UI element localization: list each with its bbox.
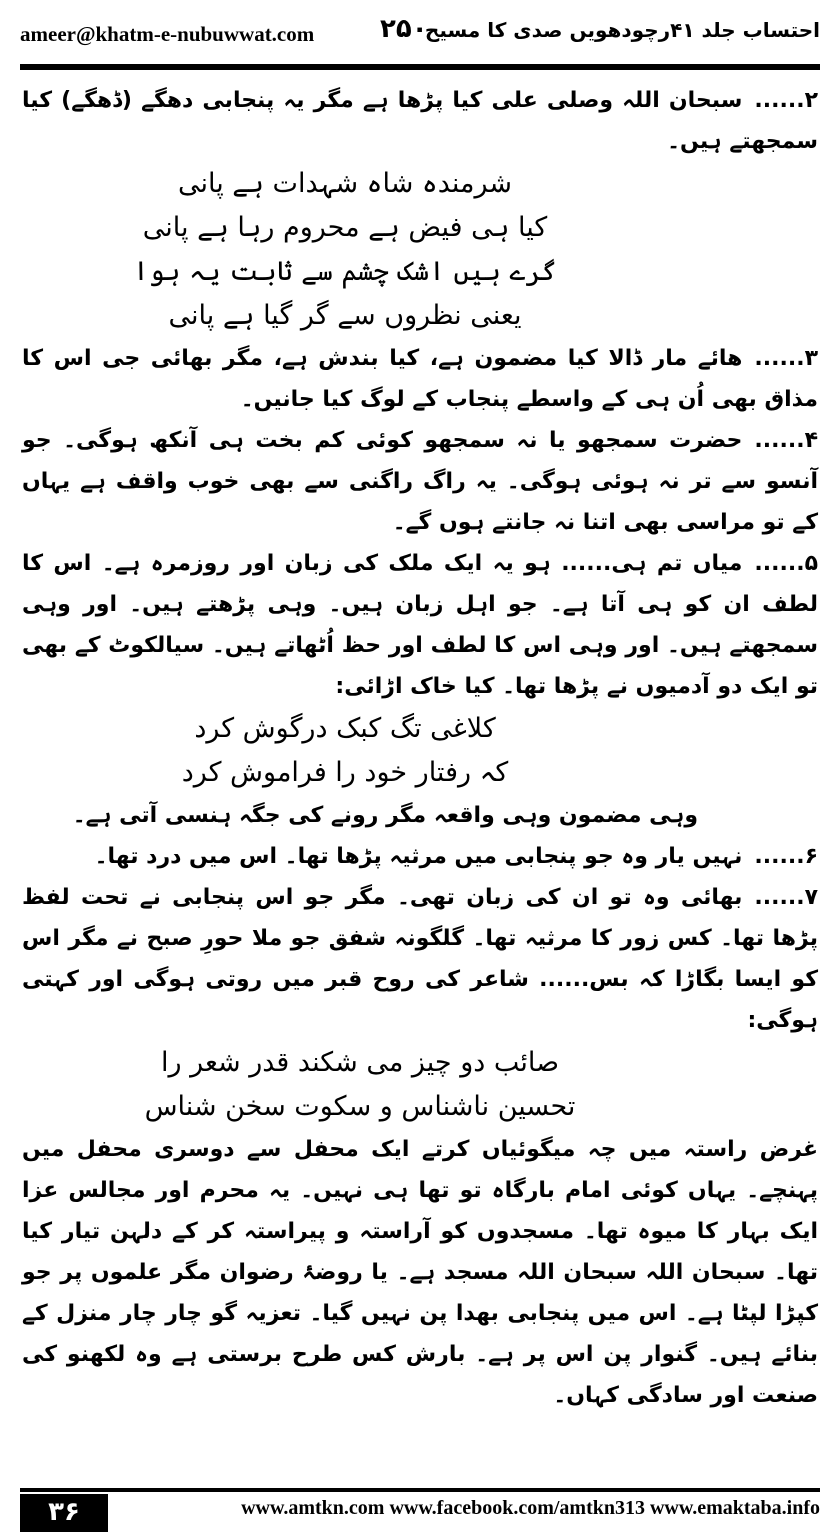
verse-block-2: [22, 707, 818, 795]
verse-line: یعنی نظروں سے گر گیا ہے پانی: [168, 300, 522, 331]
paragraph-text: سبحان اللہ وصلی علی کیا پڑھا ہے مگر یہ پنجابی دھگے (ڈھگے) کیا سمجھتے ہیں۔: [22, 88, 818, 154]
paragraph-number: ۴......: [754, 428, 818, 453]
paragraph-number: ۵......: [754, 551, 818, 576]
verse-line: تحسین ناشناس و سکوت سخن شناس: [144, 1091, 576, 1122]
paragraph-number: ۳......: [754, 346, 818, 371]
paragraph-number: ۷......: [754, 885, 818, 910]
footer-urls: www.amtkn.com www.facebook.com/amtkn313 www.emaktaba.info: [241, 1497, 820, 1519]
verse-block-3: [22, 1041, 818, 1129]
paragraph-text: نہیں یار وہ جو پنجابی میں مرثیہ پڑھا تھا۔ اس میں درد تھا۔: [94, 844, 743, 869]
verse-line: کلاغی تگ کبک درگوش کرد: [194, 713, 496, 744]
paragraph-text: ھائے مار ڈالا کیا مضمون ہے، کیا بندش ہے، مگر بھائی جی اس کا مذاق بھی اُن ہی کے واسطے پنجاب کے لوگ کیا جانیں۔: [22, 346, 818, 412]
paragraph-text: بھائی وہ تو ان کی زبان تھی۔ مگر جو اس پنجابی نے تحت لفظ پڑھا تھا۔ کس زور کا مرثیہ تھا۔ گلگونہ شفق جو ملا حورِ صبح نے مگر اس کو ایسا بگاڑا کہ بس...... شاعر کی روح قبر میں روتی ہوگی اور کہتی ہوگی:: [22, 885, 818, 1033]
verse-line: گرے ہیں اشک چشم سے ثابت یہ ہوا: [133, 256, 557, 287]
header-page-number: ۲۵۰: [380, 14, 428, 44]
header-running-title: احتساب جلد ۴۱رچودھویں صدی کا مسیح: [424, 18, 820, 42]
paragraph-final: غرض راستہ میں چہ میگوئیاں کرتے ایک محفل سے دوسری محفل میں پہنچے۔ یہاں کوئی امام بارگاہ تو تھا ہی نہیں۔ یہ محرم اور مجالس عزا ایک بہار کا میوہ تھا۔ مسجدوں کو آراستہ و پیراستہ کر کے دلہن تیار کیا تھا۔ سبحان اللہ سبحان اللہ مسجد ہے۔ یا روضۂ رضوان مگر علموں پر جو کپڑا لپٹا ہے۔ اس میں پنجابی بھدا پن نہیں گیا۔ تعزیہ گو چار چار منزل کے بنائے ہیں۔ گنوار پن اس پر ہے۔ بارش کس طرح برستی ہے وہ لکھنو کی صنعت اور سادگی کہاں۔: [22, 1137, 818, 1408]
paragraph-7: [22, 877, 818, 1041]
paragraph-number: ۶......: [754, 844, 818, 869]
paragraph-5: [22, 543, 818, 707]
verse-block-1: [22, 162, 818, 338]
footer-page-number: ۳۶: [20, 1494, 108, 1532]
verse-line: شرمندہ شاہ شہدات ہے پانی: [177, 168, 513, 199]
paragraph-2: [22, 80, 818, 162]
verse-line: کیا ہی فیض ہے محروم رہا ہے پانی: [142, 212, 548, 243]
paragraph-text: میاں تم ہی...... ہو یہ ایک ملک کی زبان اور روزمرہ ہے۔ اس کا لطف ان کو ہی آتا ہے۔ جو اہل زبان ہیں۔ وہی پڑھتے ہیں۔ اور وہی سمجھتے ہیں۔ اور وہی اس کا لطف اور حظ اُٹھاتے ہیں۔ سیالکوٹ کے بھی تو ایک دو آدمیوں نے پڑھا تھا۔ کیا خاک اڑائی:: [22, 551, 818, 699]
paragraph-6: [22, 836, 818, 877]
page-footer: [20, 1488, 820, 1528]
header-rule: [20, 64, 820, 70]
footer-rule: [20, 1488, 820, 1492]
paragraph-3: [22, 338, 818, 420]
paragraph-number: ۲......: [754, 88, 818, 113]
verse-line: کہ رفتار خود را فراموش کرد: [181, 757, 509, 788]
page-body: [22, 80, 818, 1416]
paragraph-4: [22, 420, 818, 543]
paragraph-text: حضرت سمجھو یا نہ سمجھو کوئی کم بخت ہی آنکھ ہوگی۔ جو آنسو سے تر نہ ہوئی ہوگی۔ یہ راگ راگنی سے بھی خوب واقف ہے یہاں کے تو مراسی بھی اتنا نہ جانتے ہوں گے۔: [22, 428, 818, 535]
page-header: [20, 14, 820, 54]
header-email: ameer@khatm-e-nubuwwat.com: [20, 22, 315, 46]
paragraph-5-note: وہی مضمون وہی واقعہ مگر رونے کی جگہ ہنسی آتی ہے۔: [72, 803, 698, 828]
verse-line: صائب دو چیز می شکند قدر شعر را: [160, 1047, 560, 1078]
